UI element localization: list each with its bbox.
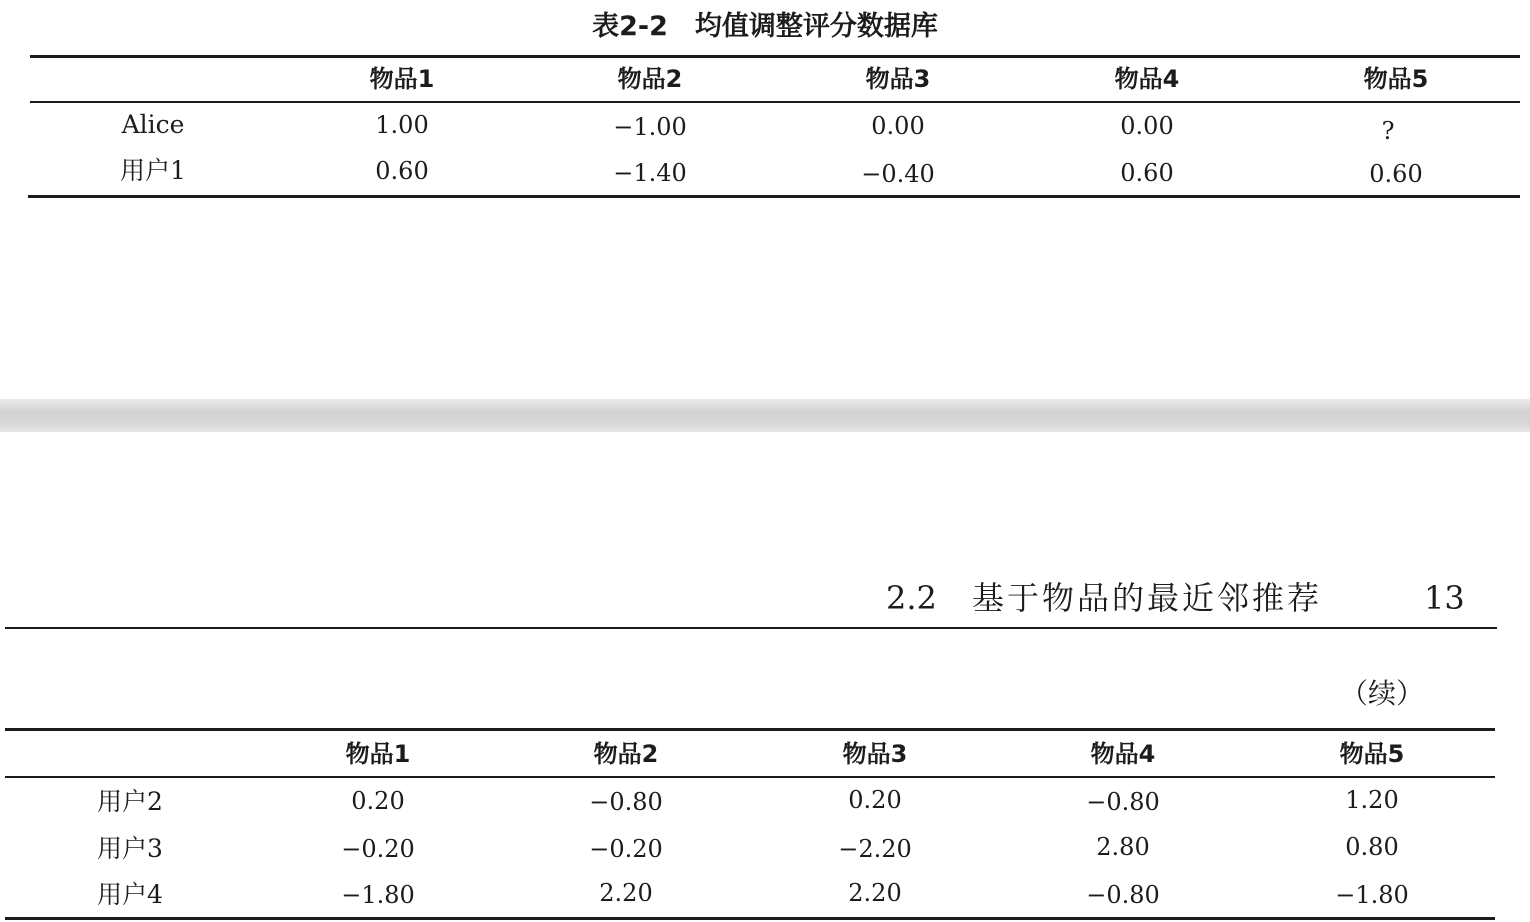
table-cell: 0.60 [375, 157, 429, 185]
table-cell: −0.80 [1086, 788, 1160, 816]
table-cell: 1.20 [1345, 786, 1399, 814]
table-cell: 1.00 [375, 111, 429, 139]
table-top-rule [5, 728, 1495, 731]
table-cell: −1.40 [613, 159, 687, 187]
table-bottom-rule [5, 917, 1495, 920]
page-separator [0, 399, 1530, 432]
table-caption: 表2-2 均值调整评分数据库 [592, 11, 938, 42]
column-header-item-3: 物品3 [865, 65, 931, 93]
table-cell: 0.00 [871, 112, 925, 140]
column-header-item-3: 物品3 [842, 740, 908, 768]
table-cell: −1.80 [341, 881, 415, 909]
table-cell: 0.60 [1369, 160, 1423, 188]
table-cell: −0.80 [589, 788, 663, 816]
column-header-item-4: 物品4 [1090, 740, 1156, 768]
table-cell: 2.20 [848, 879, 902, 907]
table-cell: −1.80 [1335, 881, 1409, 909]
table-cell: 0.00 [1120, 112, 1174, 140]
continued-label: （续） [1340, 677, 1425, 710]
row-label: 用户2 [97, 787, 163, 816]
row-label: 用户4 [97, 880, 163, 909]
column-header-item-4: 物品4 [1114, 65, 1180, 93]
table-top-rule [30, 55, 1520, 58]
running-header-rule [5, 627, 1497, 629]
table-cell: ? [1381, 117, 1395, 145]
row-label: Alice [121, 110, 185, 139]
page-number: 13 [1424, 579, 1465, 617]
table-cell: 0.20 [351, 787, 405, 815]
column-header-item-2: 物品2 [593, 740, 659, 768]
table-header-rule [5, 776, 1495, 778]
table-cell: 0.60 [1120, 159, 1174, 187]
table-cell: 0.20 [848, 786, 902, 814]
column-header-item-2: 物品2 [617, 65, 683, 93]
column-header-item-1: 物品1 [369, 65, 435, 93]
column-header-item-5: 物品5 [1339, 740, 1405, 768]
table-cell: 2.80 [1096, 833, 1150, 861]
table-cell: 2.20 [599, 879, 653, 907]
section-title: 基于物品的最近邻推荐 [972, 579, 1323, 617]
column-header-item-1: 物品1 [345, 740, 411, 768]
table-cell: −1.00 [613, 113, 687, 141]
table-bottom-rule [28, 195, 1520, 198]
table-cell: −0.80 [1086, 881, 1160, 909]
section-number: 2.2 [886, 579, 937, 617]
page-top-section [0, 0, 1530, 399]
table-cell: −0.20 [341, 835, 415, 863]
row-label: 用户3 [97, 834, 163, 863]
row-label: 用户1 [120, 156, 186, 185]
column-header-item-5: 物品5 [1363, 65, 1429, 93]
table-cell: −2.20 [838, 835, 912, 863]
table-header-rule [30, 101, 1520, 103]
table-cell: 0.80 [1345, 833, 1399, 861]
table-cell: −0.40 [861, 160, 935, 188]
table-cell: −0.20 [589, 835, 663, 863]
